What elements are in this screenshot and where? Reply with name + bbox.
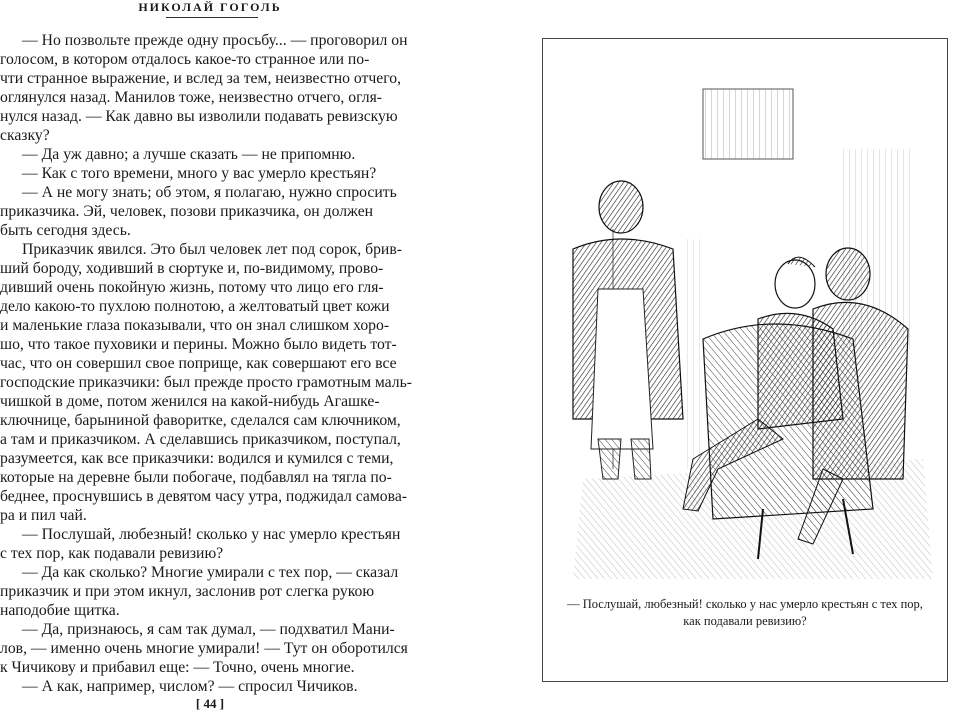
text-line: дело какою-то пухлою полнотою, а желтоватый цвет кожи — [0, 298, 390, 315]
text-line: приказчик и при этом икнул, заслонив рот слегка рукою — [0, 583, 375, 600]
text-line: господские приказчики: был прежде просто грамотным маль- — [0, 374, 412, 391]
text-line: сказку? — [0, 127, 50, 144]
illustration-caption — [543, 596, 947, 630]
paragraph — [0, 563, 412, 620]
paragraph — [0, 240, 412, 525]
caption-line-1: — Послушай, любезный! сколько у нас умерло крестьян с тех пор, — [567, 597, 923, 611]
running-head-rule — [166, 17, 258, 18]
text-line: нулся назад. — Как давно вы изволили подавать ревизскую — [0, 108, 398, 125]
text-line: ра и пил чай. — [0, 507, 87, 524]
text-line: шо, что такое пуховики и перины. Можно было видеть тот- — [0, 336, 397, 353]
text-line: к Чичикову и прибавил еще: — Точно, очень многие. — [0, 659, 355, 676]
paragraph — [0, 31, 412, 145]
illustration-frame — [542, 38, 948, 682]
text-line: чишкой в доме, потом женился на какой-нибудь Агашке- — [0, 393, 380, 410]
text-line: лов, — именно очень многие умирали! — Тут он оборотился — [0, 640, 408, 657]
text-line: чти странное выражение, и вслед за тем, неизвестно отчего, — [0, 70, 402, 87]
text-line: дивший очень покойную жизнь, потому что лицо его гля- — [0, 279, 384, 296]
text-line: Приказчик явился. Это был человек лет под сорок, брив- — [22, 241, 402, 258]
text-line: — Да, признаюсь, я сам так думал, — подхватил Мани- — [22, 621, 395, 638]
caption-line-2: как подавали ревизию? — [683, 614, 807, 628]
paragraph — [0, 183, 412, 240]
text-line: голосом, в котором отдалось какое-то странное или по- — [0, 51, 370, 68]
text-line: быть сегодня здесь. — [0, 222, 131, 239]
paragraph — [0, 620, 412, 677]
page-number: [ 44 ] — [195, 696, 225, 711]
body-text — [0, 31, 412, 696]
text-line: ключнице, барыниной фаворитке, сделался сам ключником, — [0, 412, 401, 429]
paragraph — [0, 164, 412, 183]
text-line: — Но позвольте прежде одну просьбу... — проговорил он — [22, 32, 408, 49]
text-line: приказчика. Эй, человек, позови приказчика, он должен — [0, 203, 374, 220]
text-line: — Послушай, любезный! сколько у нас умерло крестьян — [22, 526, 401, 543]
text-line: — А не могу знать; об этом, я полагаю, нужно спросить — [22, 184, 397, 201]
left-page — [0, 0, 420, 714]
text-line: которые на деревне были побогаче, подбавлял на тягла по- — [0, 469, 392, 486]
text-line: наподобие щитка. — [0, 602, 120, 619]
text-line: а там и приказчиком. А сделавшись приказчиком, поступал, — [0, 431, 401, 448]
text-line: — Да уж давно; а лучше сказать — не припомню. — [22, 146, 356, 163]
paragraph — [0, 677, 412, 696]
text-line: с тех пор, как подавали ревизию? — [0, 545, 224, 562]
running-head: НИКОЛАЙ ГОГОЛЬ — [138, 0, 282, 14]
illustration-engraving — [543, 39, 947, 599]
text-line: — Да как сколько? Многие умирали с тех пор, — сказал — [22, 564, 399, 581]
text-line: беднее, проснувшись в девятом часу утра, поджидал самова- — [0, 488, 408, 505]
text-line: — А как, например, числом? — спросил Чичиков. — [22, 678, 358, 695]
text-line: — Как с того времени, много у вас умерло крестьян? — [22, 165, 377, 182]
text-line: час, что он совершил свое поприще, как совершают его все — [0, 355, 397, 372]
text-line: разумеется, как все приказчики: водился и кумился с теми, — [0, 450, 394, 467]
text-line: ший бороду, ходивший в сюртуке и, по-видимому, прово- — [0, 260, 384, 277]
paragraph — [0, 525, 412, 563]
window-shape — [703, 89, 793, 159]
text-line: оглянулся назад. Манилов тоже, неизвестно отчего, огля- — [0, 89, 383, 106]
text-line: и маленькие глаза показывали, что он знал слишком хоро- — [0, 317, 390, 334]
paragraph — [0, 145, 412, 164]
